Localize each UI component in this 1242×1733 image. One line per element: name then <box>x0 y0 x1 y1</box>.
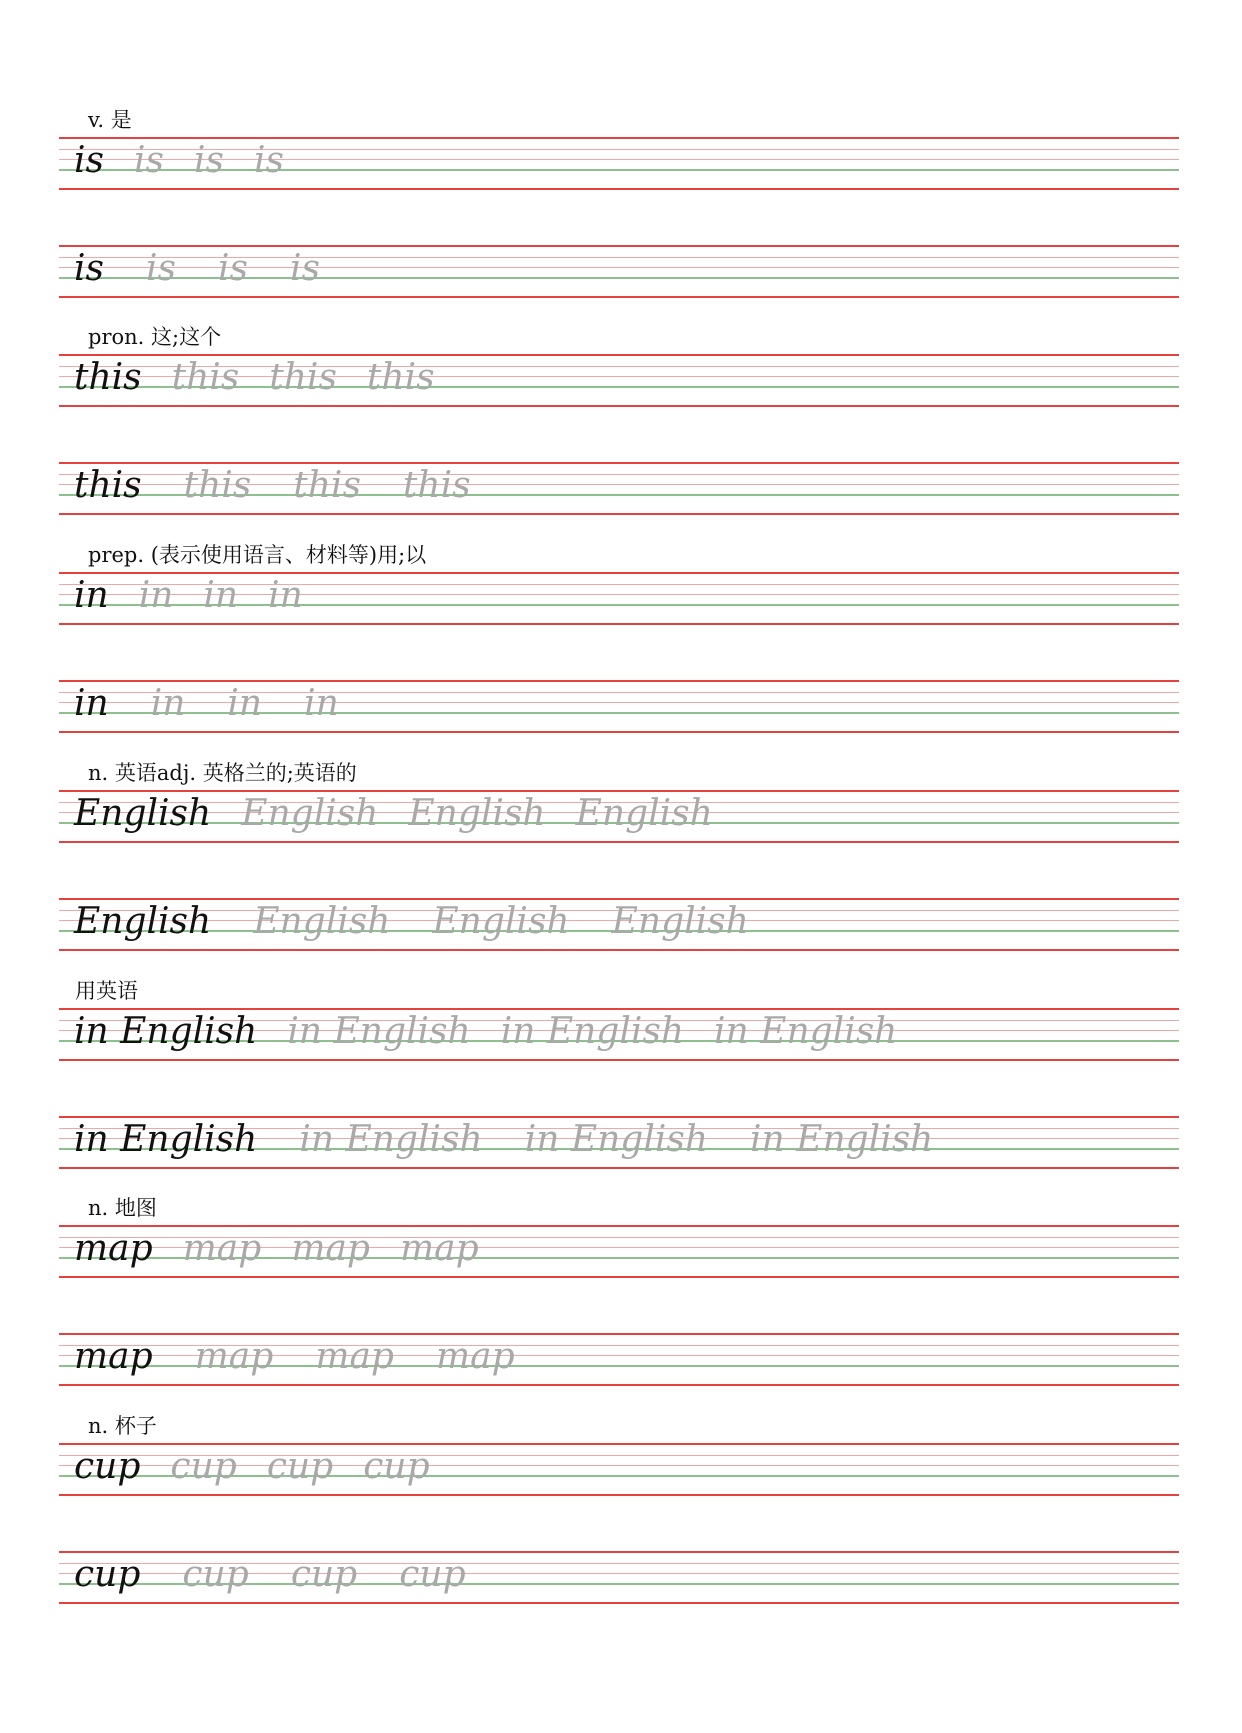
model-word: English <box>74 901 212 942</box>
model-word: this <box>74 465 142 506</box>
trace-word: this <box>366 357 435 398</box>
writing-row <box>59 1551 1179 1604</box>
trace-word: in <box>227 683 263 724</box>
model-word: in <box>74 575 109 616</box>
writing-row <box>59 1008 1179 1061</box>
trace-word: English <box>611 901 749 942</box>
writing-row <box>59 245 1179 298</box>
writing-row <box>59 354 1179 407</box>
model-word: map <box>74 1228 153 1269</box>
trace-word: is <box>146 248 176 289</box>
vocab-entry <box>0 757 1242 973</box>
trace-word: in <box>138 575 174 616</box>
trace-word: in <box>268 575 303 616</box>
trace-word: English <box>408 793 546 834</box>
trace-word: is <box>194 140 224 181</box>
trace-word: this <box>183 465 252 506</box>
trace-word: cup <box>266 1446 334 1487</box>
vocab-entry <box>0 1410 1242 1626</box>
trace-word: is <box>254 140 284 181</box>
trace-word: in <box>203 575 239 616</box>
trace-word: English <box>241 793 379 834</box>
model-word: in <box>74 683 109 724</box>
writing-row <box>59 1443 1179 1496</box>
trace-word: English <box>253 901 391 942</box>
trace-word: map <box>435 1336 515 1377</box>
writing-row <box>59 1225 1179 1278</box>
vocab-entry <box>0 1192 1242 1408</box>
trace-word: in English <box>287 1011 471 1052</box>
trace-word: in English <box>500 1011 685 1052</box>
trace-word: cup <box>170 1446 237 1487</box>
writing-row <box>59 1333 1179 1386</box>
model-word: cup <box>74 1446 141 1487</box>
model-word: is <box>74 248 104 289</box>
trace-word: in English <box>714 1011 898 1052</box>
word-meaning: prep. (表示使用语言、材料等)用;以 <box>88 543 427 567</box>
trace-word: in <box>304 683 339 724</box>
model-word: is <box>74 140 104 181</box>
trace-word: map <box>399 1228 479 1269</box>
trace-word: this <box>269 357 337 398</box>
model-word: English <box>74 793 212 834</box>
trace-word: map <box>315 1336 394 1377</box>
word-meaning: n. 地图 <box>88 1196 157 1220</box>
model-word: in English <box>74 1011 258 1052</box>
trace-word: in <box>150 683 186 724</box>
writing-row <box>59 790 1179 843</box>
model-word: in English <box>74 1119 258 1160</box>
trace-word: English <box>575 793 713 834</box>
writing-row <box>59 680 1179 733</box>
trace-word: English <box>432 901 570 942</box>
trace-word: this <box>293 465 361 506</box>
trace-word: this <box>402 465 471 506</box>
word-meaning: 用英语 <box>75 979 138 1003</box>
word-meaning: pron. 这;这个 <box>88 325 222 349</box>
vocab-entry <box>0 104 1242 320</box>
vocab-entry <box>0 539 1242 755</box>
trace-word: cup <box>363 1446 430 1487</box>
vocab-entry <box>0 321 1242 537</box>
model-word: cup <box>74 1554 141 1595</box>
model-word: map <box>74 1336 153 1377</box>
trace-word: this <box>171 357 240 398</box>
trace-word: in English <box>750 1119 934 1160</box>
trace-word: in English <box>299 1119 483 1160</box>
trace-word: map <box>182 1228 262 1269</box>
trace-word: in English <box>524 1119 709 1160</box>
writing-row <box>59 1116 1179 1169</box>
model-word: this <box>74 357 142 398</box>
vocab-entry <box>0 975 1242 1191</box>
trace-word: map <box>194 1336 274 1377</box>
writing-row <box>59 898 1179 951</box>
trace-word: map <box>291 1228 370 1269</box>
writing-row <box>59 137 1179 190</box>
word-meaning: v. 是 <box>88 108 132 132</box>
writing-row <box>59 462 1179 515</box>
trace-word: is <box>218 248 248 289</box>
word-meaning: n. 杯子 <box>88 1414 157 1438</box>
trace-word: cup <box>182 1554 249 1595</box>
trace-word: is <box>290 248 320 289</box>
trace-word: cup <box>399 1554 466 1595</box>
word-meaning: n. 英语adj. 英格兰的;英语的 <box>88 761 357 785</box>
trace-word: is <box>134 140 164 181</box>
trace-word: cup <box>290 1554 358 1595</box>
writing-row <box>59 572 1179 625</box>
